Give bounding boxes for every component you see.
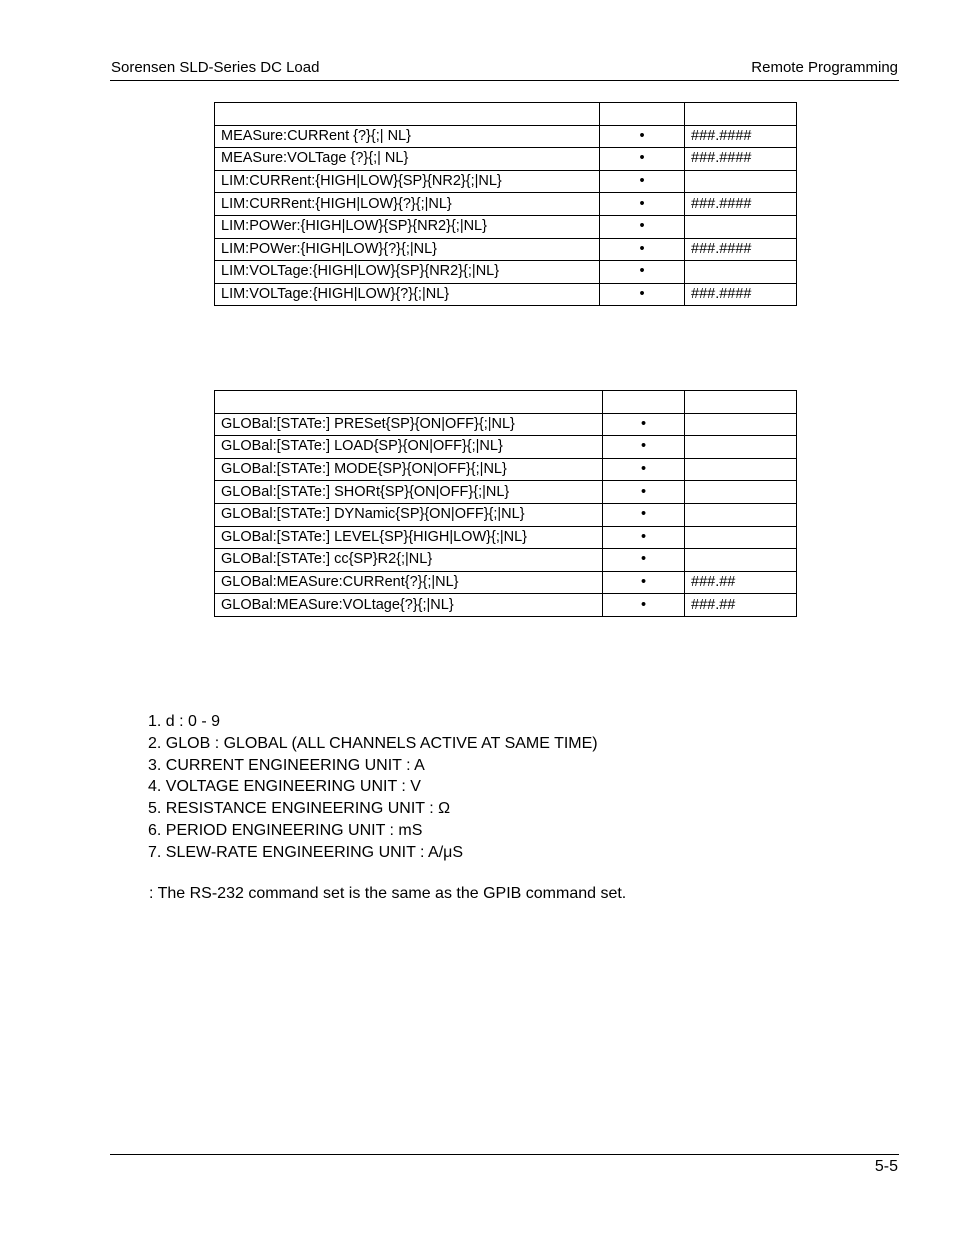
table-header-row xyxy=(215,391,797,414)
page-number: 5-5 xyxy=(874,1158,898,1175)
table-row xyxy=(215,436,797,459)
bullet-cell: • xyxy=(600,261,685,284)
bullet-cell: • xyxy=(603,458,685,481)
note-item: 6. PERIOD ENGINEERING UNIT : mS xyxy=(148,821,423,839)
command-cell: MEASure:VOLTage {?}{;| NL} xyxy=(215,148,600,171)
measure-limit-command-table xyxy=(214,102,797,306)
command-cell: LIM:POWer:{HIGH|LOW}{SP}{NR2}{;|NL} xyxy=(215,215,600,238)
bullet-cell: • xyxy=(600,238,685,261)
format-cell xyxy=(685,458,797,481)
format-cell xyxy=(685,526,797,549)
header-cell xyxy=(215,391,603,414)
notes-list xyxy=(148,711,598,864)
table-header-row xyxy=(215,103,797,126)
format-cell xyxy=(685,549,797,572)
bullet-cell: • xyxy=(603,503,685,526)
command-cell: GLOBal:MEASure:VOLtage{?}{;|NL} xyxy=(215,594,603,617)
table-row xyxy=(215,413,797,436)
bullet-cell: • xyxy=(600,215,685,238)
format-cell: ###.#### xyxy=(685,148,797,171)
footer-rule xyxy=(110,1154,899,1155)
header-cell xyxy=(600,103,685,126)
note-item: 1. d : 0 - 9 xyxy=(148,713,221,730)
bullet-cell: • xyxy=(603,413,685,436)
table-row xyxy=(215,193,797,216)
running-header-section: Remote Programming xyxy=(751,59,898,76)
table-row xyxy=(215,526,797,549)
format-cell: ###.#### xyxy=(685,238,797,261)
table-row xyxy=(215,594,797,617)
bullet-cell: • xyxy=(600,283,685,306)
bullet-cell: • xyxy=(600,148,685,171)
bullet-cell: • xyxy=(603,594,685,617)
bullet-cell: • xyxy=(600,170,685,193)
bullet-cell: • xyxy=(603,571,685,594)
header-rule xyxy=(110,80,899,81)
running-header-title: Sorensen SLD-Series DC Load xyxy=(111,59,320,76)
note-item: 5. RESISTANCE ENGINEERING UNIT : Ω xyxy=(148,800,451,818)
global-command-table xyxy=(214,390,797,617)
note-item: 3. CURRENT ENGINEERING UNIT : A xyxy=(148,756,425,774)
format-cell xyxy=(685,261,797,284)
table-row xyxy=(215,261,797,284)
table-row xyxy=(215,571,797,594)
format-cell: ###.#### xyxy=(685,193,797,216)
command-cell: LIM:POWer:{HIGH|LOW}{?}{;|NL} xyxy=(215,238,600,261)
bullet-cell: • xyxy=(603,481,685,504)
command-cell: LIM:VOLTage:{HIGH|LOW}{?}{;|NL} xyxy=(215,283,600,306)
format-cell: ###.## xyxy=(685,594,797,617)
format-cell: ###.#### xyxy=(685,125,797,148)
command-cell: GLOBal:[STATe:] MODE{SP}{ON|OFF}{;|NL} xyxy=(215,458,603,481)
command-cell: GLOBal:[STATe:] PRESet{SP}{ON|OFF}{;|NL} xyxy=(215,413,603,436)
table-row xyxy=(215,503,797,526)
command-cell: GLOBal:[STATe:] LEVEL{SP}{HIGH|LOW}{;|NL} xyxy=(215,526,603,549)
table-row xyxy=(215,238,797,261)
command-cell: LIM:VOLTage:{HIGH|LOW}{SP}{NR2}{;|NL} xyxy=(215,261,600,284)
format-cell xyxy=(685,413,797,436)
table-row xyxy=(215,215,797,238)
table-row xyxy=(215,170,797,193)
command-cell: MEASure:CURRent {?}{;| NL} xyxy=(215,125,600,148)
command-cell: LIM:CURRent:{HIGH|LOW}{SP}{NR2}{;|NL} xyxy=(215,170,600,193)
table-row xyxy=(215,458,797,481)
table-row xyxy=(215,481,797,504)
format-cell: ###.#### xyxy=(685,283,797,306)
format-cell xyxy=(685,170,797,193)
header-cell xyxy=(603,391,685,414)
table-row xyxy=(215,125,797,148)
note-item: 7. SLEW-RATE ENGINEERING UNIT : A/μS xyxy=(148,843,464,861)
format-cell xyxy=(685,436,797,459)
header-cell xyxy=(215,103,600,126)
note-item: 2. GLOB : GLOBAL (ALL CHANNELS ACTIVE AT SAME TIME) xyxy=(148,734,598,752)
note-item: 4. VOLTAGE ENGINEERING UNIT : V xyxy=(148,778,421,796)
table-row xyxy=(215,549,797,572)
bullet-cell: • xyxy=(603,436,685,459)
bullet-cell: • xyxy=(600,193,685,216)
command-cell: GLOBal:[STATe:] LOAD{SP}{ON|OFF}{;|NL} xyxy=(215,436,603,459)
header-cell xyxy=(685,103,797,126)
command-cell: GLOBal:[STATe:] DYNamic{SP}{ON|OFF}{;|NL} xyxy=(215,503,603,526)
bullet-cell: • xyxy=(603,526,685,549)
table-row xyxy=(215,283,797,306)
format-cell xyxy=(685,503,797,526)
bullet-cell: • xyxy=(600,125,685,148)
format-cell: ###.## xyxy=(685,571,797,594)
command-cell: GLOBal:[STATe:] SHORt{SP}{ON|OFF}{;|NL} xyxy=(215,481,603,504)
format-cell xyxy=(685,481,797,504)
format-cell xyxy=(685,215,797,238)
table-row xyxy=(215,148,797,171)
rs232-footnote: : The RS-232 command set is the same as the GPIB command set. xyxy=(149,885,627,902)
header-cell xyxy=(685,391,797,414)
command-cell: GLOBal:MEASure:CURRent{?}{;|NL} xyxy=(215,571,603,594)
command-cell: LIM:CURRent:{HIGH|LOW}{?}{;|NL} xyxy=(215,193,600,216)
bullet-cell: • xyxy=(603,549,685,572)
command-cell: GLOBal:[STATe:] cc{SP}R2{;|NL} xyxy=(215,549,603,572)
